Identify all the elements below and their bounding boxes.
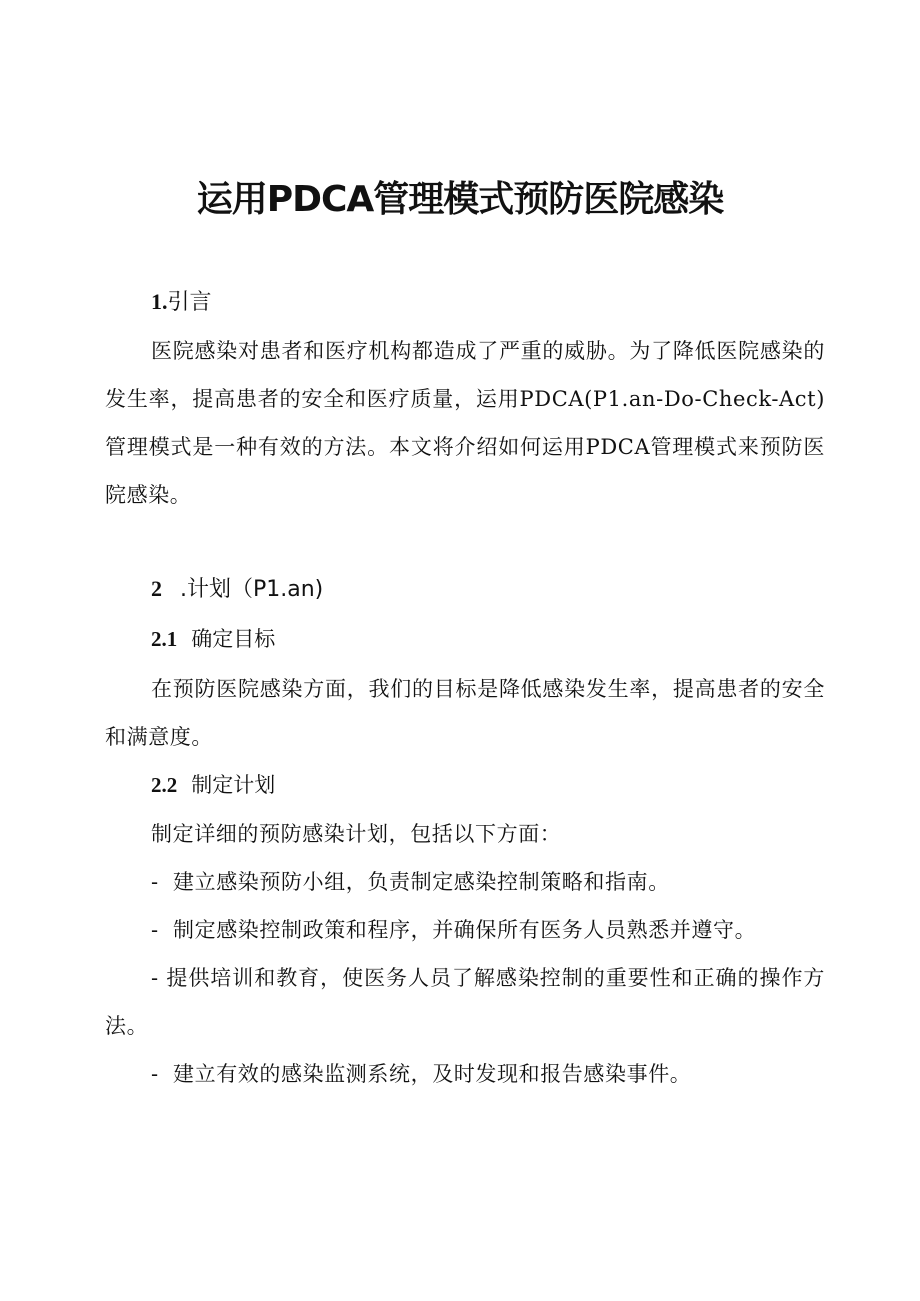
subsection-2-1-title: 确定目标 bbox=[191, 627, 276, 651]
list-item-text: 提供培训和教育，使医务人员了解感染控制的重要性和正确的操作方法。 bbox=[105, 966, 826, 1038]
section-2-title: .计划（P1.an) bbox=[180, 577, 324, 602]
list-item bbox=[105, 906, 871, 954]
section-2-heading bbox=[151, 574, 323, 605]
subsection-2-2-title: 制定计划 bbox=[191, 773, 276, 797]
subsection-2-2-intro: 制定详细的预防感染计划，包括以下方面： bbox=[151, 822, 562, 846]
subsection-2-1-number: 2.1 bbox=[151, 627, 178, 651]
document-title: 运用PDCA管理模式预防医院感染 bbox=[196, 179, 724, 220]
section-1-heading bbox=[151, 287, 212, 318]
list-item bbox=[105, 1050, 871, 1098]
list-item bbox=[105, 858, 871, 906]
section-2-number: 2 bbox=[151, 576, 162, 601]
subsection-2-1-heading bbox=[151, 624, 275, 654]
subsection-2-2-number: 2.2 bbox=[151, 773, 178, 797]
subsection-2-1-paragraph: 在预防医院感染方面，我们的目标是降低感染发生率，提高患者的安全和满意度。 bbox=[105, 677, 825, 749]
list-item-text: 制定感染控制政策和程序，并确保所有医务人员熟悉并遵守。 bbox=[173, 918, 757, 942]
list-item-text: 建立有效的感染监测系统，及时发现和报告感染事件。 bbox=[173, 1062, 692, 1086]
section-1-paragraph: 医院感染对患者和医疗机构都造成了严重的威胁。为了降低医院感染的发生率，提高患者的安全和医疗质量，运用PDCA(P1.an-Do-Check-Act)管理模式是一种有效的方法。本文将介绍如何运用PDCA管理模式来预防医院感染。 bbox=[105, 339, 825, 507]
section-1-number: 1. bbox=[151, 289, 168, 314]
bullet-dash: - bbox=[151, 870, 159, 894]
list-item-text: 建立感染预防小组，负责制定感染控制策略和指南。 bbox=[173, 870, 670, 894]
subsection-2-2-heading bbox=[151, 770, 275, 800]
bullet-dash: - bbox=[151, 966, 159, 990]
list-item bbox=[105, 954, 825, 1050]
section-1-title: 引言 bbox=[167, 290, 212, 315]
bullet-dash: - bbox=[151, 1062, 159, 1086]
bullet-dash: - bbox=[151, 918, 159, 942]
